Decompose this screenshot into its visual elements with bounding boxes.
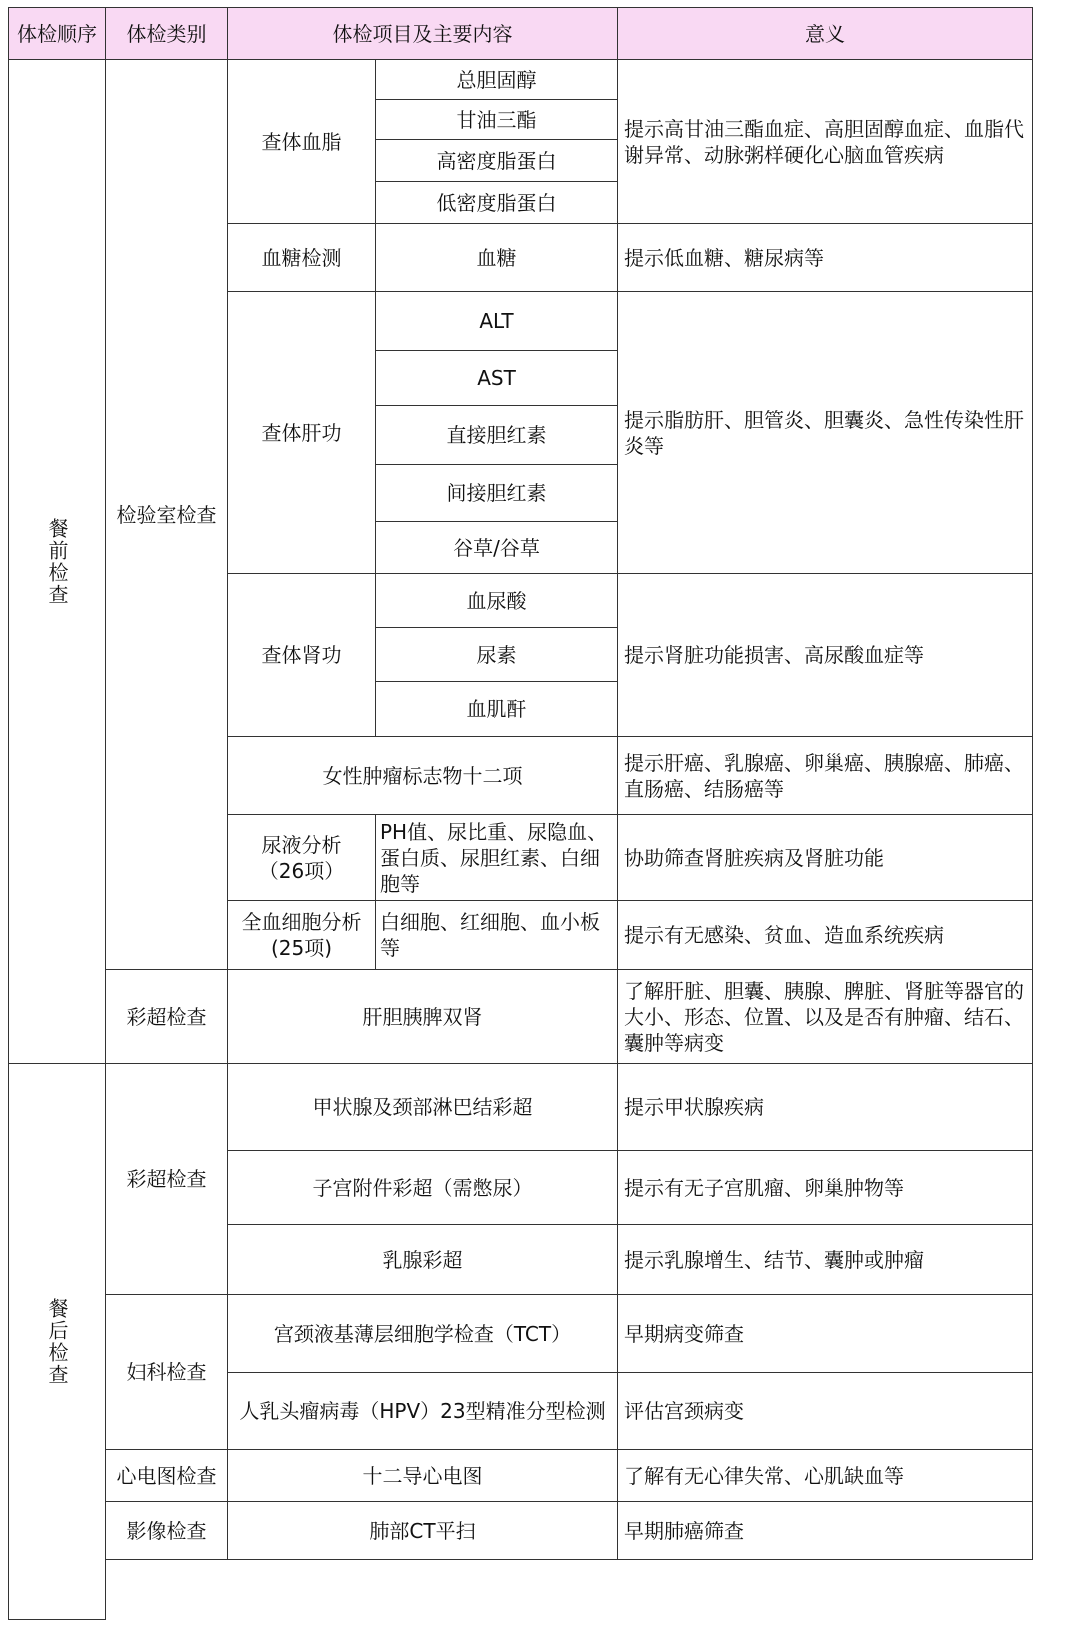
ct-meaning-text: 早期肺癌筛查	[624, 1518, 744, 1543]
category-ecg	[106, 1450, 228, 1502]
glucose-meaning-text: 提示低血糖、糖尿病等	[624, 245, 824, 270]
uterus-us-item-text: 子宫附件彩超（需憋尿）	[312, 1175, 533, 1200]
breast-us-meaning-text: 提示乳腺增生、结节、囊肿或肿瘤	[624, 1247, 924, 1272]
exam-schedule-table	[8, 7, 1073, 1620]
category-ultrasound-1	[106, 970, 228, 1064]
kidney-item-text: 尿素	[476, 642, 517, 667]
kidney-item	[376, 574, 618, 628]
uterus-us-meaning-text: 提示有无子宫肌瘤、卵巢肿物等	[624, 1175, 904, 1200]
thyroid-us-item	[228, 1064, 618, 1151]
urine-count-text: （26项）	[258, 858, 345, 883]
liver-item	[376, 406, 618, 465]
urine-detail	[376, 815, 618, 901]
header-category-text: 体检类别	[126, 21, 207, 46]
kidney-meaning	[618, 574, 1033, 737]
phase-after-meal-text: 餐后检查	[45, 1297, 69, 1386]
glucose-item	[376, 224, 618, 292]
lipids-item	[376, 100, 618, 140]
lipids-item-text: 低密度脂蛋白	[436, 190, 557, 215]
liver-item	[376, 351, 618, 406]
hpv-item	[228, 1373, 618, 1450]
urine-detail-text: PH值、尿比重、尿隐血、蛋白质、尿胆红素、白细胞等	[380, 819, 608, 896]
urine-meaning-text: 协助筛查肾脏疾病及肾脏功能	[624, 845, 884, 870]
liver-item-text: AST	[477, 366, 516, 390]
glucose-meaning	[618, 224, 1033, 292]
kidney-item	[376, 682, 618, 737]
lipids-meaning-text: 提示高甘油三酯血症、高胆固醇血症、血脂代谢异常、动脉粥样硬化心脑血管疾病	[624, 116, 1024, 167]
category-lab-text: 检验室检查	[116, 502, 217, 527]
lipids-item-text: 总胆固醇	[456, 67, 537, 92]
category-ultrasound-1-text: 彩超检查	[126, 1004, 207, 1029]
blood-name	[228, 901, 376, 970]
hpv-meaning	[618, 1373, 1033, 1450]
lipids-meaning	[618, 60, 1033, 224]
liver-name	[228, 292, 376, 574]
tumor-name-text: 女性肿瘤标志物十二项	[322, 763, 523, 788]
abdomen-us-meaning	[618, 970, 1033, 1064]
liver-name-text: 查体肝功	[261, 420, 342, 445]
blood-meaning	[618, 901, 1033, 970]
lipids-item	[376, 182, 618, 224]
ecg-item-text: 十二导心电图	[362, 1463, 483, 1488]
kidney-name	[228, 574, 376, 737]
phase-after-meal	[8, 1064, 106, 1620]
tct-item	[228, 1295, 618, 1373]
uterus-us-item	[228, 1151, 618, 1225]
liver-item	[376, 465, 618, 522]
liver-meaning	[618, 292, 1033, 574]
kidney-meaning-text: 提示肾脏功能损害、高尿酸血症等	[624, 643, 924, 667]
kidney-item-text: 血肌酐	[466, 697, 527, 721]
lipids-item	[376, 60, 618, 100]
category-gyn-text: 妇科检查	[126, 1360, 207, 1384]
category-ultrasound-2	[106, 1064, 228, 1295]
lipids-item-text: 甘油三酯	[456, 107, 537, 132]
abdomen-us-item	[228, 970, 618, 1064]
category-ecg-text: 心电图检查	[116, 1463, 217, 1488]
tumor-meaning-text: 提示肝癌、乳腺癌、卵巢癌、胰腺癌、肺癌、直肠癌、结肠癌等	[624, 750, 1024, 801]
lipids-name	[228, 60, 376, 224]
ct-item	[228, 1502, 618, 1560]
breast-us-item	[228, 1225, 618, 1295]
glucose-name	[228, 224, 376, 292]
thyroid-us-item-text: 甲状腺及颈部淋巴结彩超	[312, 1095, 533, 1119]
kidney-name-text: 查体肾功	[261, 643, 342, 667]
abdomen-us-item-text: 肝胆胰脾双肾	[362, 1004, 483, 1029]
category-ultrasound-2-text: 彩超检查	[126, 1167, 207, 1191]
thyroid-us-meaning	[618, 1064, 1033, 1151]
blood-detail	[376, 901, 618, 970]
tct-meaning-text: 早期病变筛查	[624, 1321, 744, 1346]
tumor-meaning	[618, 737, 1033, 815]
header-items-text: 体检项目及主要内容	[332, 21, 513, 46]
blood-detail-text: 白细胞、红细胞、血小板等	[380, 910, 600, 960]
abdomen-us-meaning-text: 了解肝脏、胆囊、胰腺、脾脏、肾脏等器官的大小、形态、位置、以及是否有肿瘤、结石、囊肿等病变	[624, 978, 1024, 1055]
urine-meaning	[618, 815, 1033, 901]
tct-meaning	[618, 1295, 1033, 1373]
kidney-item-text: 血尿酸	[466, 588, 527, 613]
ct-meaning	[618, 1502, 1033, 1560]
category-lab	[106, 60, 228, 970]
category-gyn	[106, 1295, 228, 1450]
category-imaging	[106, 1502, 228, 1560]
ecg-item	[228, 1450, 618, 1502]
phase-before-meal	[8, 60, 106, 1064]
blood-meaning-text: 提示有无感染、贫血、造血系统疾病	[624, 923, 944, 947]
urine-name	[228, 815, 376, 901]
liver-item-text: 谷草/谷草	[453, 535, 540, 560]
liver-item-text: ALT	[479, 309, 514, 333]
category-imaging-text: 影像检查	[126, 1518, 207, 1543]
glucose-name-text: 血糖检测	[261, 245, 342, 270]
kidney-item	[376, 628, 618, 682]
breast-us-item-text: 乳腺彩超	[382, 1247, 463, 1272]
header-order	[8, 7, 106, 60]
blood-count-text: (25项)	[270, 936, 333, 960]
liver-item	[376, 522, 618, 574]
header-meaning	[618, 7, 1033, 60]
liver-item-text: 直接胆红素	[446, 423, 547, 447]
hpv-meaning-text: 评估宫颈病变	[624, 1399, 744, 1423]
tct-item-text: 宫颈液基薄层细胞学检查（TCT）	[273, 1321, 572, 1346]
uterus-us-meaning	[618, 1151, 1033, 1225]
phase-before-meal-text: 餐前检查	[45, 517, 69, 606]
liver-item	[376, 292, 618, 351]
header-items	[228, 7, 618, 60]
header-category	[106, 7, 228, 60]
blood-name-text: 全血细胞分析	[241, 910, 362, 934]
ecg-meaning	[618, 1450, 1033, 1502]
urine-name-text: 尿液分析	[261, 832, 342, 857]
lipids-item-text: 高密度脂蛋白	[436, 148, 557, 173]
header-order-text: 体检顺序	[17, 21, 97, 46]
liver-meaning-text: 提示脂肪肝、胆管炎、胆囊炎、急性传染性肝炎等	[624, 407, 1024, 458]
thyroid-us-meaning-text: 提示甲状腺疾病	[624, 1095, 764, 1119]
tumor-name	[228, 737, 618, 815]
hpv-item-text: 人乳头瘤病毒（HPV）23型精准分型检测	[239, 1399, 606, 1423]
ct-item-text: 肺部CT平扫	[369, 1518, 476, 1543]
header-meaning-text: 意义	[805, 21, 845, 46]
breast-us-meaning	[618, 1225, 1033, 1295]
glucose-item-text: 血糖	[476, 245, 517, 270]
lipids-name-text: 查体血脂	[261, 129, 342, 154]
liver-item-text: 间接胆红素	[446, 481, 547, 505]
lipids-item	[376, 140, 618, 182]
ecg-meaning-text: 了解有无心律失常、心肌缺血等	[624, 1463, 904, 1488]
